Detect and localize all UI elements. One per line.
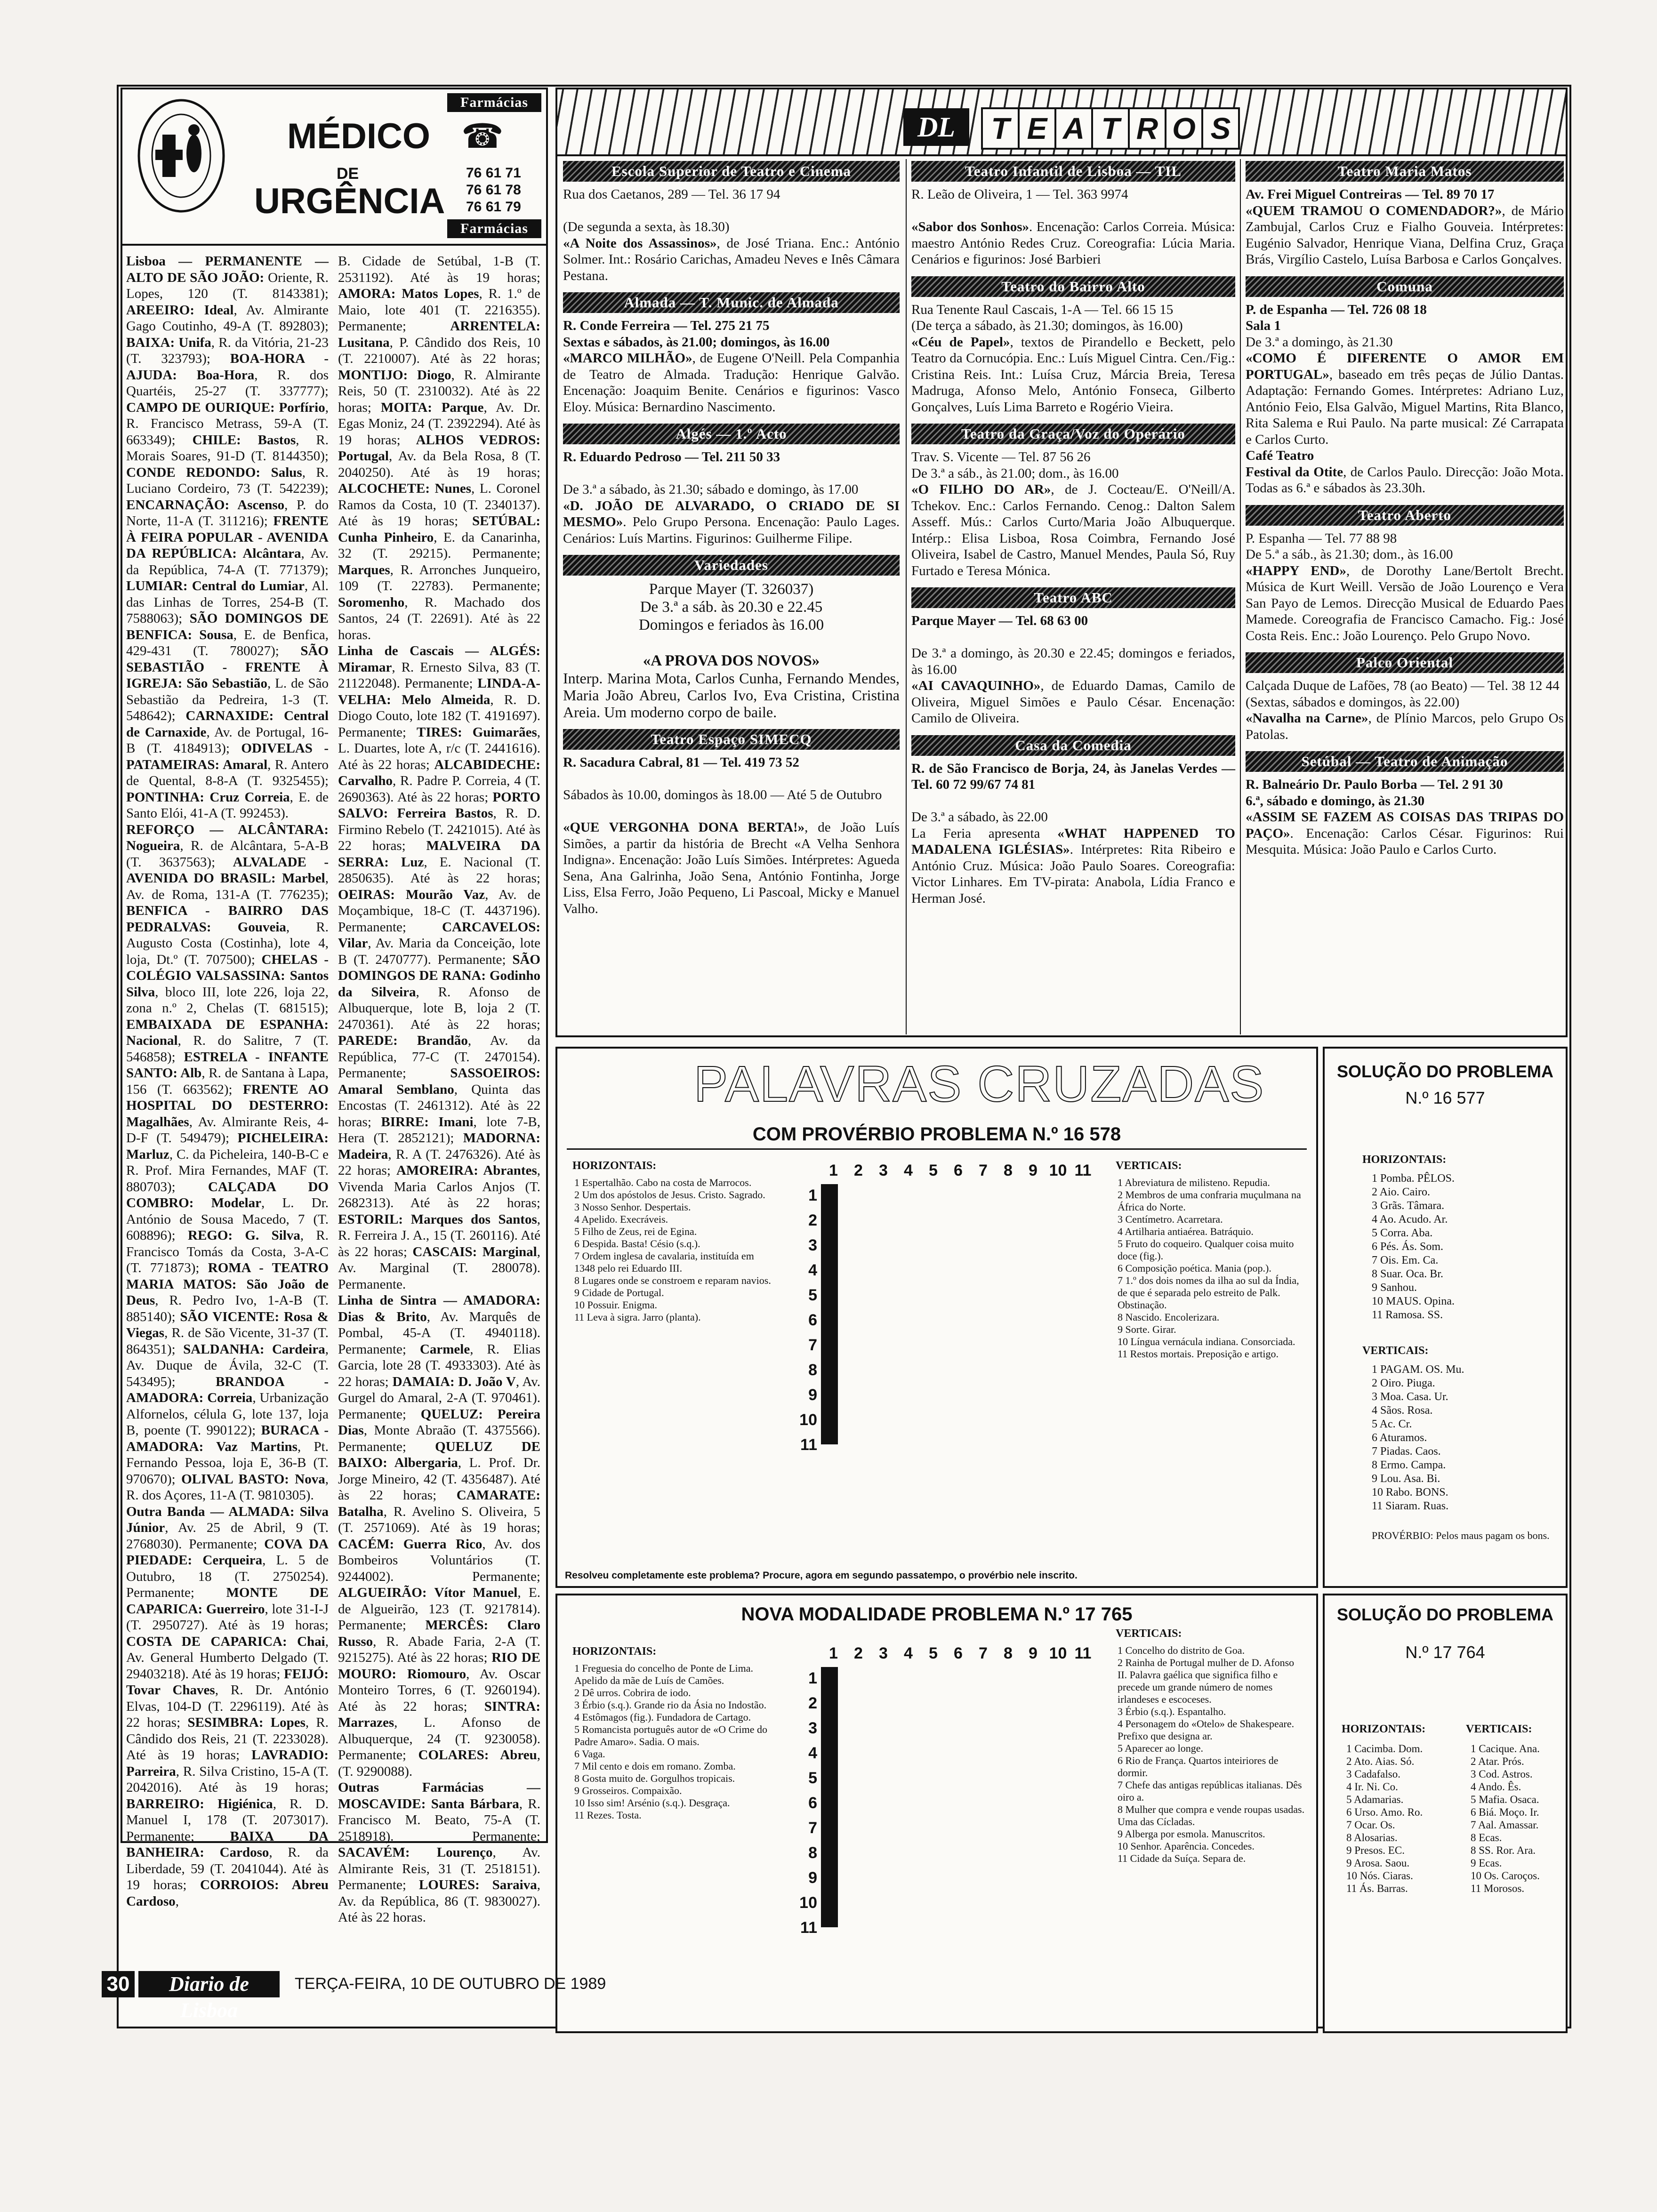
phone-number: 76 61 71 [466,165,521,181]
solution-1-verticals: 1 PAGAM. OS. Mu. 2 Oiro. Piuga. 3 Moa. Casa. Ur. 4 Sãos. Rosa. 5 Ac. Cr. 6 Aturamos. 7 Piadas. Caos. 8 Ermo. Campa. 9 Lou. Asa. Bi. 10 Rabo. BONS. 11 Siaram. Ruas. [1372,1363,1464,1512]
dl-logo: DL [903,108,969,146]
solution-2-number: N.º 17 764 [1405,1643,1485,1662]
pharmacies-box [121,88,548,1925]
page-number: 30 [102,1971,135,1997]
theatre-header: Variedades [563,555,900,576]
row-number: 10 [799,1894,817,1912]
row-number: 8 [808,1361,817,1379]
crossword-1-note: Resolveu completamente este problema? Procure, agora em segundo passatempo, o provérbio nele inscrito. [565,1570,1078,1581]
column-number: 4 [904,1162,913,1179]
theatre-header: Almada — T. Munic. de Almada [563,292,900,313]
crossword-1-horizontal-clues: 1 Espertalhão. Cabo na costa de Marrocos. 2 Um dos apóstolos de Jesus. Cristo. Sagrado. 3 Nosso Senhor. Despertais. 4 Apelido. Execráveis. 5 Filho de Zeus, rei de Egina. 6 Despida. Basta! Césio (s.q.). 7 Ordem inglesa de cavalaria, instituída em 1348 pelo rei Eduardo III. 8 Lugares onde se constroem e reparam navios. 9 Cidade de Portugal. 10 Possuir. Enigma. 11 Leva à sigra. Jarro (planta). [574,1177,771,1323]
theatres-col-3 [1246,159,1564,1034]
theatre-listing: Parque Mayer — Tel. 68 63 00 De 3.ª a domingo, às 20.30 e 22.45; domingos e feriados, às 16.00 «AI CAVAQUINHO», de Eduardo Damas, Camilo de Oliveira, Miguel Simões e Paulo César. Encenação: Camilo de Oliveira. [911,613,1235,726]
solution-1-number: N.º 16 577 [1405,1088,1485,1107]
theatre-header: Teatro ABC [911,587,1235,608]
medico-header [122,89,546,246]
column-number: 6 [954,1162,963,1179]
grid-cell[interactable] [836,1373,837,1397]
teatros-letter: A [1054,107,1093,150]
column-number: 10 [1049,1162,1067,1179]
solution-1-box [1323,1047,1568,1588]
row-number: 2 [808,1211,817,1229]
row-number: 9 [808,1386,817,1404]
h-label: HORIZONTAIS: [572,1160,657,1172]
row-number: 5 [808,1286,817,1304]
phone-icon: ☎ [461,118,504,155]
row-number: 7 [808,1819,817,1837]
h-label: HORIZONTAIS: [572,1645,657,1658]
theatre-listing: Av. Frei Miguel Contreiras — Tel. 89 70 17 «QUEM TRAMOU O COMENDADOR?», de Mário Zambujal, Carlos Cruz e Fialho Gouveia. Intérpretes: Eugénio Salvador, Henrique Viana, Delfina Cruz, Graça Brás, Virgílio Castelo, Luísa Barbosa e Carlos Gonçalves. [1246,187,1564,267]
solution-1-v-label: VERTICAIS: [1362,1345,1429,1357]
column-number: 2 [854,1162,863,1179]
crossword-2-box [555,1594,1318,2033]
solution-2-verticals: 1 Cacique. Ana. 2 Atar. Prós. 3 Cod. Astros. 4 Ando. Ês. 5 Mafia. Osaca. 6 Biá. Moço. Ir. 7 Aal. Amassar. 8 Ecas. 8 SS. Ror. Ara. 9 Ecas. 10 Os. Caroços. 11 Morosos. [1471,1743,1540,1894]
theatre-listing: R. Conde Ferreira — Tel. 275 21 75 Sextas e sábados, às 21.00; domingos, às 16.00 «MARCO MILHÃO», de Eugene O'Neill. Pela Companhia de Teatro de Almada. Tradução: Henrique Galvão. Encenação: Joaquim Benite. Cenários e figurinos: Vasco Eloy. Música: Bernardino Nascimento. [563,318,900,415]
crossword-1-grid[interactable] [821,1184,838,1444]
grid-cell[interactable] [836,1350,837,1373]
solution-1-horizontals: 1 Pomba. PÊLOS. 2 Aio. Cairo. 3 Grãs. Tâmara. 4 Ao. Acudo. Ar. 5 Corra. Aba. 6 Pés. Ás. Som. 7 Ois. Em. Ca. 8 Suar. Oca. Br. 9 Sanhou. 10 MAUS. Opina. 11 Ramosa. SS. [1372,1172,1455,1321]
grid-cell[interactable] [836,1691,837,1715]
crossword-2-vertical-clues: 1 Concelho do distrito de Goa. 2 Rainha de Portugal mulher de D. Afonso II. Palavra gaélica que significa filho e precede um grande número de nomes irlandeses e escoceses. 3 Érbio (s.q.). Espantalho. 4 Personagem do «Otelo» de Shakespeare. Prefixo que designa ar. 5 Aparecer ao longe. 6 Rio de França. Quartos inteiriores de dormir. 7 Chefe das antigas repúblicas italianas. Dês oiro a. 8 Mulher que compra e vende roupas usadas. Uma das Cícladas. 9 Alberga por esmola. Manuscritos. 10 Senhor. Aparência. Concedes. 11 Cidade da Suíça. Separa de. [1118,1644,1305,1864]
row-number: 7 [808,1336,817,1354]
footer [102,1971,606,2022]
column-number: 3 [879,1644,888,1662]
row-number: 4 [808,1744,817,1762]
column-number: 9 [1029,1162,1038,1179]
row-number: 6 [808,1794,817,1812]
grid-cell[interactable] [836,1833,837,1856]
theatre-header: Casa da Comedia [911,735,1235,756]
theatres-col-2 [911,159,1235,1034]
row-number: 1 [808,1186,817,1204]
medico-title: MÉDICO [287,116,430,156]
grid-cell[interactable] [836,1397,837,1420]
solution-2-box [1323,1594,1568,2033]
row-number: 11 [800,1919,817,1937]
newspaper-logo: Diario de Lisboa [138,1971,280,1997]
column-number: 4 [904,1644,913,1662]
teatros-letter: E [1018,107,1056,150]
crossword-2-horizontal-clues: 1 Freguesia do concelho de Ponte de Lima. Apelido da mãe de Luís de Camões. 2 Dê urros. Cobrira de iodo. 3 Érbio (s.q.). Grande rio da Ásia no Indostão. 4 Estômagos (fig.). Fundadora de Cartago. 5 Romancista português autor de «O Crime do Padre Amaro». Sadia. O mais. 6 Vaga. 7 Mil cento e dois em romano. Zomba. 8 Gosta muito de. Gorgulhos tropicais. 9 Grosseiros. Compaixão. 10 Isso sim! Arsénio (s.q.). Desgraça. 11 Rezes. Tosta. [574,1662,767,1821]
row-number: 1 [808,1669,817,1687]
grid-cell[interactable] [836,1739,837,1762]
theatres-col-1 [563,159,900,1034]
grid-cell[interactable] [836,1715,837,1739]
grid-cell [836,1326,837,1350]
theatre-listing: Parque Mayer (T. 326037) De 3.ª a sáb. às 20.30 e 22.45 Domingos e feriados às 16.00 «A PROVA DOS NOVOS» Interp. Marina Mota, Carlos Cunha, Fernando Mendes, Maria João Abreu, Carlos Ivo, Eva Cristina, Cristina Areia. Um moderno corpo de baile. [563,581,900,721]
column-number: 11 [1074,1162,1092,1179]
v-label: VERTICAIS: [1116,1160,1182,1172]
row-number: 6 [808,1311,817,1329]
column-number: 11 [1074,1644,1092,1662]
grid-cell[interactable] [836,1232,837,1256]
teatros-letter: R [1128,107,1166,150]
row-number: 10 [799,1411,817,1429]
theatre-listing: Calçada Duque de Lafões, 78 (ao Beato) — Tel. 38 12 44 (Sextas, sábados e domingos, às 22.00) «Navalha na Carne», de Plínio Marcos, pelo Grupo Os Patolas. [1246,678,1564,742]
emergency-phones [466,165,521,216]
crossword-2-title: NOVA MODALIDADE PROBLEMA N.º 17 765 [741,1604,1133,1625]
grid-cell[interactable] [836,1809,837,1833]
pharmacy-list-col-2: B. Cidade de Setúbal, 1-B (T. 2531192). Até às 19 horas; AMORA: Matos Lopes, R. 1.º de Maio, lote 401 (T. 2216355). Permanente; ARRENTELA: Lusitana, P. Cândido dos Reis, 10 (T. 2210007). Até às 22 horas; MONTIJO: Diogo, R. Almirante Reis, 50 (T. 2310032). Até às 22 horas; MOITA: Parque, Av. Dr. Egas Moniz, 24 (T. 2392294). Até às 19 horas; ALHOS VEDROS: Portugal, Av. da Bela Rosa, 8 (T. 2040250). Até às 19 horas; ALCOCHETE: Nunes, L. Coronel Ramos da Costa, 10 (T. 2340137). Até às 19 horas; SETÚBAL: Cunha Pinheiro, E. da Canarinha, 32 (T. 29215). Permanente; Marques, R. Arronches Junqueiro, 109 (T. 22783). Permanente; Soromenho, R. Machado dos Santos, 24 (T. 22691). Até às 22 horas. Linha de Cascais — ALGÉS: Miramar, R. Ernesto Silva, 83 (T. 21122048). Permanente; LINDA-A-VELHA: Melo Almeida, R. D. Diogo Couto, lote 182 (T. 4191697). Permanente; TIRES: Guimarães, L. Duartes, lote A, r/c (T. 2441616). Até às 22 horas; ALCABIDECHE: Carvalho, R. Padre P. Correia, 4 (T. 2690363). Até às 22 horas; PORTO SALVO: Ferreira Bastos, R. D. Firmino Rebelo (T. 2421015). Até às 22 horas; MALVEIRA DA SERRA: Luz, E. Nacional (T. 2850635). Até às 22 horas; OEIRAS: Mourão Vaz, Av. de Moçambique, 18-C (T. 4437196). Permanente; CARCAVELOS: Vilar, Av. Maria da Conceição, lote B (T. 2470777). Permanente; SÃO DOMINGOS DE RANA: Godinho da Silveira, R. Afonso de Albuquerque, lote B, loja 2 (T. 2470361). Até às 22 horas; PAREDE: Brandão, Av. da República, 77-C (T. 2470154). Permanente; SASSOEIROS: Amaral Semblano, Quinta das Encostas (T. 2461312). Até às 22 horas; BIRRE: Imani, lote 7-B, Hera (T. 2852121); MADORNA: Madeira, R. A (T. 2476326). Até às 22 horas; AMOREIRA: Abrantes, Vivenda Maria Carlos Anjos (T. 2682313). Até às 22 horas; ESTORIL: Marques dos Santos, R. Ferreira J. A., 15 (T. 260116). Até às 22 horas; CASCAIS: Marginal, Av. Marginal (T. 280078). Permanente. Linha de Sintra — AMADORA: Dias & Brito, Av. Marquês de Pombal, 45-A (T. 4940118). Permanente; Carmele, R. Elias Garcia, lote 28 (T. 4933303). Até às 22 horas; DAMAIA: D. João V, Av. Gurgel do Amaral, 2-A (T. 970461). Permanente; QUELUZ: Pereira Dias, Monte Abraão (T. 4375566). Permanente; QUELUZ DE BAIXO: Albergaria, L. Prof. Dr. Jorge Mineiro, 42 (T. 4356487). Até às 22 horas; CAMARATE: Batalha, R. Avelino S. Oliveira, 5 (T. 2571069). Até às 19 horas; CACÉM: Guerra Rico, Av. dos Bombeiros Voluntários (T. 9244002). Permanente; ALGUEIRÃO: Vítor Manuel, E. de Algueirão, 123 (T. 9217814). Permanente; MERCÊS: Claro Russo, R. Abade Faria, 2-A (T. 9215275). Até às 22 horas; RIO DE MOURO: Riomouro, Av. Oscar Monteiro Torres, 6 (T. 9260194). Até às 22 horas; SINTRA: Marrazes, L. Afonso de Albuquerque, 24 (T. 9230058). Permanente; COLARES: Abreu, (T. 9290088). Outras Farmácias — MOSCAVIDE: Santa Bárbara, R. Francisco M. Beato, 75-A (T. 2518918). Permanente; SACAVÉM: Lourenço, Av. Almirante Reis, 31 (T. 2518151). Permanente; LOURES: Saraiva, Av. da República, 86 (T. 9830027). Até às 22 horas. [338,254,541,1925]
theatre-header: Palco Oriental [1246,652,1564,673]
theatre-listing: P. de Espanha — Tel. 726 08 18 Sala 1 De 3.ª a domingo, às 21.30 «COMO É DIFERENTE O AMOR EM PORTUGAL», baseado em três peças de Júlio Dantas. Adaptação: Fernando Gomes. Intérpretes: Adriano Luz, António Feio, Elsa Galvão, Miguel Martins, Rita Blanco, Rita Salema e Rui Paulo. Na parte musical: Zé Carrapata e Carlos Curto. Café Teatro Festival da Otite, de Carlos Paulo. Direcção: João Mota. Todas as 6.ª e sábados às 23.30h. [1246,302,1564,496]
theatres-box [555,88,1568,1037]
crossword-1-vertical-clues: 1 Abreviatura de milisteno. Repudia. 2 Membros de uma confraria muçulmana na África do Norte. 3 Centímetro. Acarretara. 4 Artilharia antiaérea. Batráquio. 5 Fruto do coqueiro. Qualquer coisa muito doce (fig.). 6 Composição poética. Mania (pop.). 7 1.º dos dois nomes da ilha ao sul da Índia, de que é separada pelo estreito de Palk. Obstinação. 8 Nascido. Encolerizara. 9 Sorte. Girar. 10 Língua vernácula indiana. Consorciada. 11 Restos mortais. Preposição e artigo. [1118,1177,1301,1360]
medico-de: DE [337,165,359,183]
theatre-listing: R. Leão de Oliveira, 1 — Tel. 363 9974 «Sabor dos Sonhos». Encenação: Carlos Correia. Música: maestro António Redes Cruz. Coreografia: Lúcia Maria. Cenários e figurinos: José Barbieri [911,187,1235,267]
column-number: 1 [829,1162,838,1179]
issue-date: TERÇA-FEIRA, 10 DE OUTUBRO DE 1989 [295,1975,606,1993]
grid-cell[interactable] [836,1903,837,1927]
teatros-letter: S [1201,107,1240,150]
theatres-banner [557,89,1566,156]
theatre-listing: Rua Tenente Raul Cascais, 1-A — Tel. 66 15 15 (De terça a sábado, às 21.30; domingos, às 16.00) «Céu de Papel», textos de Pirandello e Beckett, pelo Teatro da Cornucópia. Enc.: Luís Miguel Cintra. Cen./Fig.: Cristina Reis. Int.: Luísa Cruz, Márcia Breia, Teresa Madruga, Afonso Melo, António Fonseca, Gilberto Gonçalves, Luís Lima Barreto e Rogério Vieira. [911,302,1235,415]
solution-2-title: SOLUÇÃO DO PROBLEMA [1336,1605,1553,1624]
theatre-listing: R. Sacadura Cabral, 81 — Tel. 419 73 52 Sábados às 10.00, domingos às 18.00 — Até 5 de Outubro «QUE VERGONHA DONA BERTA!», de João Luís Simões, a partir da história de Brecht «A Velha Senhora Indigna». Encenação: João Luís Simões. Intérpretes: Agueda Sena, Ana Galrinha, João Sena, António Fontinha, Jorge Liss, Elsa Ferro, João Pequeno, Li Pascoal, Micky e Manuel Valho. [563,755,900,916]
clinic-logo [137,97,226,215]
solution-1-title: SOLUÇÃO DO PROBLEMA [1336,1062,1553,1081]
column-number: 2 [854,1644,863,1662]
column-number: 5 [929,1644,938,1662]
grid-cell[interactable] [836,1420,837,1444]
grid-cell[interactable] [836,1856,837,1880]
teatros-letters [981,107,1238,148]
theatre-header: Teatro Infantil de Lisboa — TIL [911,161,1235,182]
grid-cell[interactable] [836,1880,837,1903]
grid-cell[interactable] [836,1762,837,1786]
column-number: 7 [979,1644,988,1662]
teatros-letter: O [1165,107,1203,150]
crossword-2-grid[interactable] [821,1667,838,1927]
row-number: 11 [800,1436,817,1454]
theatre-header: Escola Superior de Teatro e Cinema [563,161,900,182]
column-number: 9 [1029,1644,1038,1662]
theatre-listing: R. Eduardo Pedroso — Tel. 211 50 33 De 3.ª a sábado, às 21.30; sábado e domingo, às 17.00 «D. JOÃO DE ALVARADO, O CRIADO DE SI MESMO». Pelo Grupo Persona. Encenação: Paulo Lages. Cenários: Luís Martins. Figurinos: Guilherme Filipe. [563,449,900,546]
column-number: 3 [879,1162,888,1179]
theatre-listing: Trav. S. Vicente — Tel. 87 56 26 De 3.ª a sáb., às 21.00; dom., às 16.00 «O FILHO DO AR», de J. Cocteau/E. O'Neill/A. Tchekov. Enc.: Carlos Fernando. Cenog.: Dalton Salem Asseff. Mús.: Carlos Curto/Maria João Albuquerque. Intérp.: Elisa Lisboa, Rosa Coimbra, Fernando José Oliveira, Isabel de Castro, Manuel Mendes, Paula Só, Ruy Furtado e Teresa Mónica. [911,449,1235,578]
theatre-header: Algés — 1.º Acto [563,424,900,444]
theatre-listing: P. Espanha — Tel. 77 88 98 De 5.ª a sáb., às 21.30; dom., às 16.00 «HAPPY END», de Dorothy Lane/Bertolt Brecht. Música de Kurt Weill. Versão de João Lourenço e Vera San Payo de Lemos. Direcção Musical de Eduardo Paes Mamede. Coreografia de Francisco Camacho. Fig.: José Costa Reis. Enc.: João Lourenço. Pelo Grupo Novo. [1246,530,1564,643]
row-number: 3 [808,1719,817,1737]
theatre-header: Teatro da Graça/Voz do Operário [911,424,1235,444]
palavras-cruzadas-logo: PALAVRAS CRUZADAS [694,1055,1265,1112]
phone-number: 76 61 78 [466,182,521,198]
v-label: VERTICAIS: [1116,1627,1182,1640]
solution-1-proverb: PROVÉRBIO: Pelos maus pagam os bons. [1372,1530,1550,1541]
theatre-header: Comuna [1246,276,1564,297]
grid-cell[interactable] [836,1185,837,1209]
teatros-letter: T [1091,107,1130,150]
column-number: 7 [979,1162,988,1179]
row-number: 9 [808,1869,817,1887]
grid-cell[interactable] [836,1303,837,1326]
row-number: 3 [808,1236,817,1254]
teatros-letter: T [981,107,1020,150]
crossword-1-box [555,1047,1318,1588]
solution-1-h-label: HORIZONTAIS: [1362,1154,1447,1166]
theatre-listing: R. de São Francisco de Borja, 24, às Janelas Verdes — Tel. 60 72 99/67 74 81 De 3.ª a sábado, às 22.00 La Feria apresenta «WHAT HAPPENED TO MADALENA IGLÉSIAS». Intérpretes: Rita Ribeiro e António Cruz. Música: João Paulo Soares. Coreografia: Victor Linhares. Em TV-pirata: Anabola, Lídia Franco e Herman José. [911,761,1235,906]
column-number: 10 [1049,1644,1067,1662]
theatre-header: Setúbal — Teatro de Animação [1246,751,1564,772]
pharmacy-list-col-1: Lisboa — PERMANENTE — ALTO DE SÃO JOÃO: Oriente, R. Lopes, 120 (T. 8143381); AREEIRO: Ideal, Av. Almirante Gago Coutinho, 49-A (T. 892803); BAIXA: Unifa, R. da Vitória, 21-23 (T. 323793); BOA-HORA - AJUDA: Boa-Hora, R. dos Quartéis, 25-27 (T. 337777); CAMPO DE OURIQUE: Porfírio, R. Francisco Metrass, 59-A (T. 663349); CHILE: Bastos, R. Morais Soares, 91-D (T. 8144350); CONDE REDONDO: Salus, R. Luciano Cordeiro, 73 (T. 542239); ENCARNAÇÃO: Ascenso, P. do Norte, 11-A (T. 311216); FRENTE À FEIRA POPULAR - AVENIDA DA REPÚBLICA: Alcântara, Av. da República, 74-A (T. 771379); LUMIAR: Central do Lumiar, Al. das Linhas de Torres, 254-B (T. 7588063); SÃO DOMINGOS DE BENFICA: Sousa, E. de Benfica, 429-431 (T. 780027); SÃO SEBASTIÃO - FRENTE À IGREJA: São Sebastião, L. de São Sebastião da Pedreira, 1-3 (T. 548642); CARNAXIDE: Central de Carnaxide, Av. de Portugal, 16-B (T. 4184913); ODIVELAS - PATAMEIRAS: Amaral, R. Antero de Quental, 8-8-A (T. 9325455); PONTINHA: Cruz Correia, E. de Santo Elói, 41-A (T. 992453). REFORÇO — ALCÂNTARA: Nogueira, R. de Alcântara, 5-A-B (T. 3637563); ALVALADE - AVENIDA DO BRASIL: Marbel, Av. de Roma, 131-A (T. 776235); BENFICA - BAIRRO DAS PEDRALVAS: Gouveia, R. Augusto Costa (Costinha), lote 4, loja, Dt.º (T. 707500); CHELAS - COLÉGIO VALSASSINA: Santos Silva, bloco III, lote 226, loja 22, zona n.º 2, Chelas (T. 681515); EMBAIXADA DE ESPANHA: Nacional, R. do Salitre, 7 (T. 546858); ESTRELA - INFANTE SANTO: Alb, R. de Santana à Lapa, 156 (T. 663562); FRENTE AO HOSPITAL DO DESTERRO: Magalhães, Av. Almirante Reis, 4-D-F (T. 549479); PICHELEIRA: Marluz, C. da Picheleira, 140-B-C e R. Prof. Mira Fernandes, MAF (T. 880703); CALÇADA DO COMBRO: Modelar, L. Dr. António de Sousa Macedo, 7 (T. 608896); REGO: G. Silva, R. Francisco Tomás da Costa, 3-A-C (T. 771873); ROMA - TEATRO MARIA MATOS: São João de Deus, R. Pedro Ivo, 1-A-B (T. 885140); SÃO VICENTE: Rosa & Viegas, R. de São Vicente, 31-37 (T. 864351); SALDANHA: Cardeira, Av. Duque de Ávila, 32-C (T. 543495); BRANDOA - AMADORA: Correia, Urbanização Alfornelos, célula G, lote 137, loja B, poente (T. 990122); BURACA - AMADORA: Vaz Martins, Pt. Fernando Pessoa, loja E, 36-B (T. 970670); OLIVAL BASTO: Nova, R. dos Açores, 11-A (T. 9810305). Outra Banda — ALMADA: Silva Júnior, Av. 25 de Abril, 9 (T. 2768030). Permanente; COVA DA PIEDADE: Cerqueira, L. 5 de Outubro, 18 (T. 2750254). Permanente; MONTE DE CAPARICA: Guerreiro, lote 31-I-J (T. 2950727). Até às 19 horas; COSTA DE CAPARICA: Chai, Av. General Humberto Delgado (T. 29403218). Até às 19 horas; FEIJÓ: Tovar Chaves, R. Dr. António Elvas, 104-D (T. 2296119). Até às 22 horas; SESIMBRA: Lopes, R. Cândido dos Reis, 21 (T. 2233028). Até às 19 horas; LAVRADIO: Parreira, R. Silva Cristino, 15-A (T. 2042016). Até às 19 horas; BARREIRO: Higiénica, R. D. Manuel I, 178 (T. 2073017). Permanente; BAIXA DA BANHEIRA: Cardoso, R. da Liberdade, 59 (T. 2041044). Até às 19 horas; CORROIOS: Abreu Cardoso, [126,254,329,1909]
row-number: 2 [808,1694,817,1712]
urgencia-title: URGÊNCIA [254,181,445,221]
grid-cell[interactable] [836,1209,837,1232]
theatre-listing: Rua dos Caetanos, 289 — Tel. 36 17 94 (De segunda a sexta, às 18.30) «A Noite dos Assassinos», de José Triana. Enc.: António Solmer. Int.: Rosário Carichas, Amadeu Neves e Inês Câmara Pestana. [563,187,900,283]
crossword-1-title: COM PROVÉRBIO PROBLEMA N.º 16 578 [752,1124,1121,1145]
theatre-header: Teatro Maria Matos [1246,161,1564,182]
column-number: 6 [954,1644,963,1662]
column-number: 8 [1004,1644,1013,1662]
grid-cell [836,1786,837,1809]
farmacias-section-label: Farmácias [447,219,541,238]
column-number: 1 [829,1644,838,1662]
row-number: 4 [808,1261,817,1279]
solution-2-horizontals: 1 Cacimba. Dom. 2 Ato. Aias. Só. 3 Cadafalso. 4 Ir. Ni. Co. 5 Adamarias. 6 Urso. Amo. Ro. 7 Ocar. Os. 8 Alosarias. 9 Presos. EC. 9 Arosa. Saou. 10 Nós. Ciaras. 11 Ás. Barras. [1346,1743,1423,1894]
farmacias-top-label: Farmácias [447,93,541,112]
column-number: 5 [929,1162,938,1179]
phone-number: 76 61 79 [466,199,521,215]
solution-2-v-label: VERTICAIS: [1466,1723,1532,1735]
row-number: 8 [808,1844,817,1862]
grid-cell[interactable] [836,1256,837,1279]
theatre-header: Teatro Aberto [1246,505,1564,526]
solution-2-h-label: HORIZONTAIS: [1342,1723,1426,1735]
row-number: 5 [808,1769,817,1787]
theatre-header: Teatro do Bairro Alto [911,276,1235,297]
grid-cell[interactable] [836,1668,837,1691]
grid-cell[interactable] [836,1279,837,1303]
theatre-header: Teatro Espaço SIMECQ [563,729,900,750]
column-number: 8 [1004,1162,1013,1179]
theatre-listing: R. Balneário Dr. Paulo Borba — Tel. 2 91 30 6.ª, sábado e domingo, às 21.30 «ASSIM SE FAZEM AS COISAS DAS TRIPAS DO PAÇO». Encenação: Carlos César. Figurinos: Rui Mesquita. Música: João Paulo e Carlos Curto. [1246,777,1564,857]
